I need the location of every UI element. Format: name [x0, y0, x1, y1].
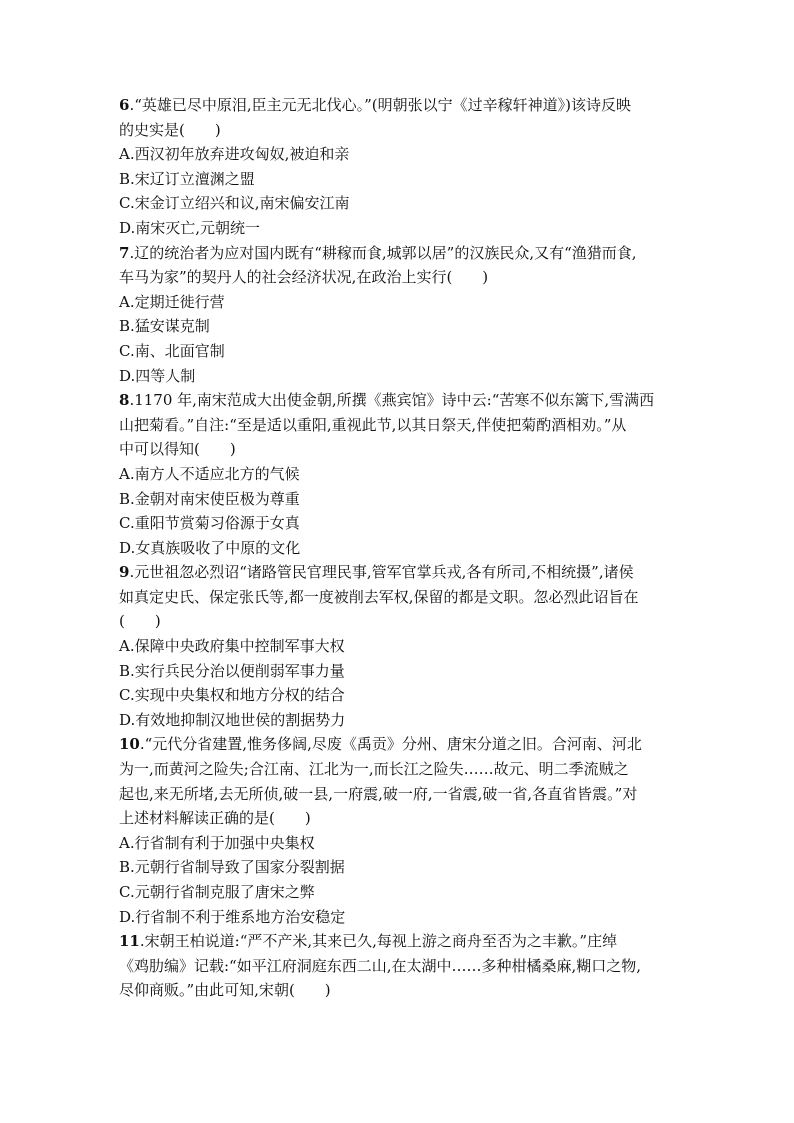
option-c: C.南、北面官制 [119, 341, 225, 360]
option-c: C.元朝行省制克服了唐宋之弊 [119, 883, 315, 901]
question-number: 10 [119, 735, 140, 754]
question-10 [119, 732, 679, 929]
question-number: 11 [119, 932, 140, 951]
question-9 [119, 560, 679, 732]
option-c: C.重阳节赏菊习俗源于女真 [119, 514, 300, 533]
question-8 [119, 388, 679, 560]
option-d: D.有效地抑制汉地世侯的割据势力 [119, 710, 346, 729]
option-d: D.四等人制 [119, 366, 196, 385]
question-stem-line: 车马为家”的契丹人的社会经济状况,在政治上实行( ) [119, 268, 489, 287]
option-d: D.南宋灭亡,元朝统一 [119, 218, 261, 237]
option-a: A.西汉初年放弃进攻匈奴,被迫和亲 [119, 145, 350, 164]
option-b: B.实行兵民分治以便削弱军事力量 [119, 661, 345, 680]
question-stem-text: .“英雄已尽中原泪,臣主元无北伐心。”(明朝张以宁《过辛稼轩神道》)该诗反映 [129, 96, 632, 114]
question-stem-text: .宋朝王柏说道:“严不产米,其来已久,每视上游之商舟至否为之丰歉。”庄绰 [139, 932, 618, 951]
option-c: C.宋金订立绍兴和议,南宋偏安江南 [119, 194, 350, 213]
option-a: A.行省制有利于加强中央集权 [119, 833, 315, 852]
question-number: 9 [119, 563, 130, 582]
question-number: 7 [119, 243, 130, 262]
question-stem-line [119, 732, 679, 757]
option-d: D.女真族吸收了中原的文化 [119, 538, 301, 557]
option-b: B.金朝对南宋使臣极为尊重 [119, 489, 300, 508]
question-stem-line: 为一,而黄河之险失;合江南、江北为一,而长江之险失……故元、明二季流贼之 [119, 760, 629, 779]
question-stem-line: 中可以得知( ) [119, 440, 236, 459]
question-stem-line [119, 560, 679, 585]
option-b: B.宋辽订立澶渊之盟 [119, 169, 255, 188]
question-stem-text: .1170 年,南宋范成大出使金朝,所撰《燕宾馆》诗中云:“苦寒不似东篱下,雪满西 [129, 391, 655, 410]
question-11 [119, 929, 679, 1003]
question-stem-line: ( ) [119, 612, 161, 631]
question-7 [119, 241, 679, 389]
option-a: A.定期迁徙行营 [119, 292, 225, 311]
question-stem-line: 如真定史氏、保定张氏等,都一度被削去军权,保留的都是文职。忽必烈此诏旨在 [119, 587, 639, 606]
question-stem-line [119, 93, 679, 118]
question-6 [119, 93, 679, 241]
exam-page [119, 93, 679, 1003]
option-b: B.猛安谋克制 [119, 317, 210, 336]
question-stem-line: 山把菊看。”自注:“至是适以重阳,重视此节,以其日祭天,伴使把菊酌酒相劝。”从 [119, 415, 627, 434]
question-stem-line: 的史实是( ) [119, 120, 221, 139]
question-stem-text: .元世祖忽必烈诏“诸路管民官理民事,管军官掌兵戎,各有所司,不相统摄”,诸侯 [129, 563, 634, 582]
option-a: A.南方人不适应北方的气候 [119, 464, 300, 483]
option-b: B.元朝行省制导致了国家分裂割据 [119, 858, 345, 877]
question-stem-line: 《鸡肋编》记载:“如平江府洞庭东西二山,在太湖中……多种柑橘桑麻,糊口之物, [119, 956, 642, 975]
question-number: 8 [119, 391, 130, 410]
option-c: C.实现中央集权和地方分权的结合 [119, 686, 345, 705]
question-stem-line [119, 241, 679, 266]
question-number: 6 [119, 96, 130, 114]
question-stem-line [119, 929, 679, 954]
question-stem-line: 上述材料解读正确的是( ) [119, 809, 311, 828]
question-stem-text: .辽的统治者为应对国内既有“耕稼而食,城郭以居”的汉族民众,又有“渔猎而食, [129, 243, 637, 262]
question-stem-line [119, 388, 679, 413]
question-stem-line: 起也,来无所堵,去无所侦,破一县,一府震,破一府,一省震,破一省,各直省皆震。”对 [119, 784, 638, 803]
option-a: A.保障中央政府集中控制军事大权 [119, 637, 345, 656]
question-stem-line: 尽仰商贩。”由此可知,宋朝( ) [119, 981, 331, 1000]
option-d: D.行省制不利于维系地方治安稳定 [119, 907, 346, 926]
question-stem-text: .“元代分省建置,惟务侈阔,尽废《禹贡》分州、唐宋分道之旧。合河南、河北 [139, 735, 642, 754]
